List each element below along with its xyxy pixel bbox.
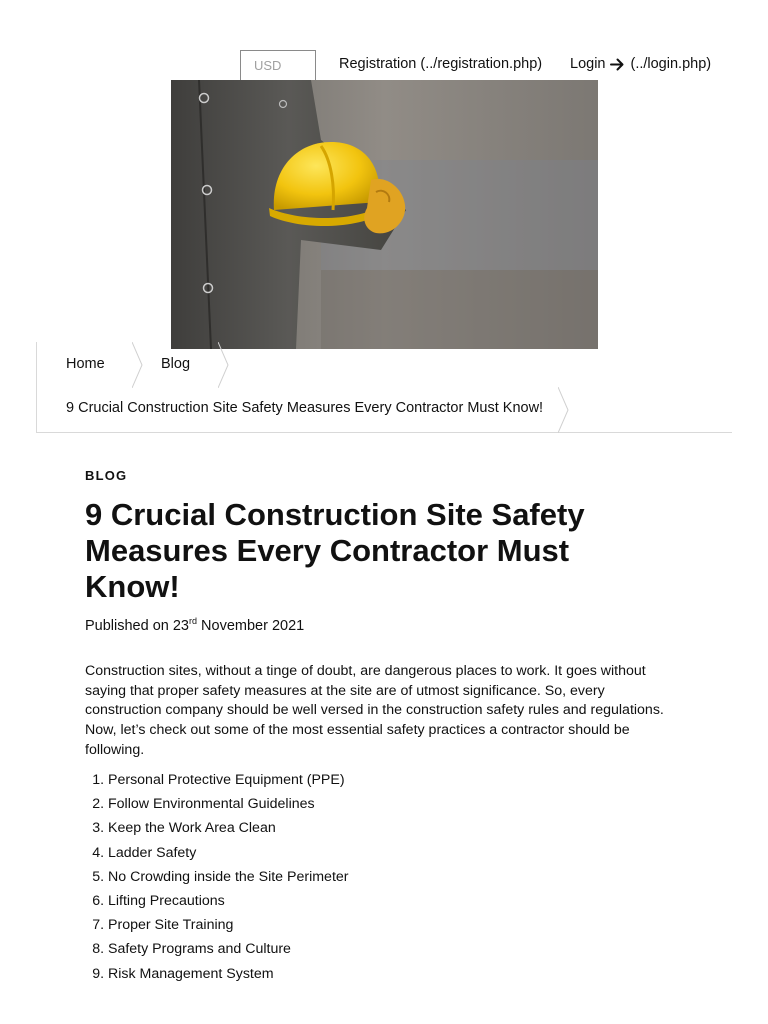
published-suffix: November 2021 xyxy=(197,618,305,634)
list-item: 7. Proper Site Training xyxy=(108,916,349,940)
construction-worker-photo xyxy=(171,80,598,349)
list-item: 1. Personal Protective Equipment (PPE) xyxy=(108,771,349,795)
article-intro: Construction sites, without a tinge of doubt, are dangerous places to work. It goes without saying that proper safety measures at the site are of utmost significance. So, every construction company should be well versed in the construction safety rules and regulations. Now, let’s check out some of the most essential safety practices a contractor should be following. xyxy=(85,663,664,758)
list-item: 6. Lifting Precautions xyxy=(108,892,349,916)
safety-measures-list xyxy=(108,771,349,989)
arrow-right-icon xyxy=(610,58,625,71)
chevron-right-icon xyxy=(132,342,144,388)
list-item: 5. No Crowding inside the Site Perimeter xyxy=(108,868,349,892)
login-url: (../login.php) xyxy=(630,56,712,72)
list-item: 2. Follow Environmental Guidelines xyxy=(108,795,349,819)
published-prefix: Published on 23 xyxy=(85,618,189,634)
published-date xyxy=(85,616,304,634)
list-item: 8. Safety Programs and Culture xyxy=(108,940,349,964)
list-item: 4. Ladder Safety xyxy=(108,844,349,868)
currency-select-value: USD xyxy=(254,58,282,73)
login-link[interactable] xyxy=(570,56,711,72)
chevron-right-icon xyxy=(218,342,230,388)
currency-select[interactable] xyxy=(240,50,316,81)
breadcrumb-current[interactable]: 9 Crucial Construction Site Safety Measures Every Contractor Must Know! xyxy=(66,400,544,416)
registration-link[interactable]: Registration (../registration.php) xyxy=(339,56,543,72)
chevron-right-icon xyxy=(558,387,570,433)
published-ordinal: rd xyxy=(189,616,198,626)
breadcrumb-blog[interactable]: Blog xyxy=(161,356,191,372)
list-item: 9. Risk Management System xyxy=(108,965,349,989)
list-item: 3. Keep the Work Area Clean xyxy=(108,819,349,843)
article-title: 9 Crucial Construction Site Safety Measures Every Contractor Must Know! xyxy=(85,497,585,604)
breadcrumb-home[interactable]: Home xyxy=(66,356,105,372)
breadcrumb xyxy=(36,342,732,433)
article-category[interactable]: BLOG xyxy=(85,468,128,483)
login-label: Login xyxy=(570,56,606,72)
hero-image xyxy=(171,80,598,349)
